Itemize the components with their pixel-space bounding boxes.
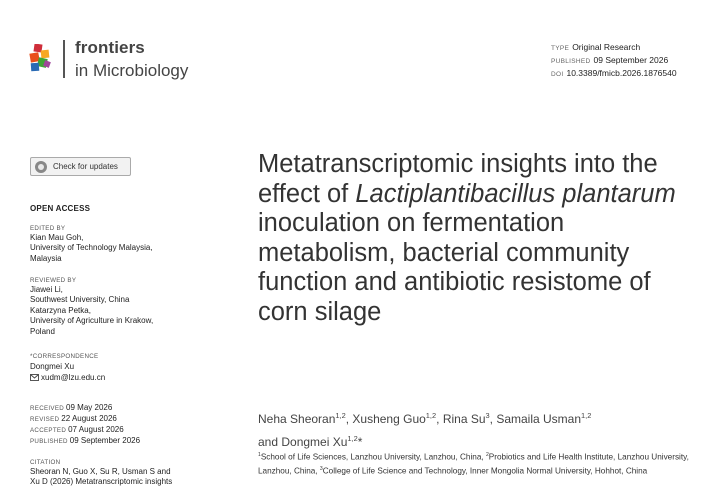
meta-published: PUBLISHED 09 September 2026 (551, 55, 669, 65)
journal-name: in Microbiology (75, 61, 189, 80)
author-name: Neha Sheoran (258, 412, 336, 426)
journal-brand: frontiers (75, 38, 145, 57)
affiliations: $^1$School of Life Sciences, Lanzhou University, Lanzhou, China, $^2$Probiotics and Life Health Institute, Lanzhou University, Lanzhou, China, $^3$College of Life Science and Technology, Inner Mongolia Normal University, Hohhot, China (258, 452, 689, 476)
check-updates-label: Check for updates (53, 162, 118, 171)
reviewed-by-label: REVIEWED BY (30, 277, 77, 284)
date-published: PUBLISHED 09 September 2026 (30, 436, 141, 445)
citation-text: Sheoran N, Guo X, Su R, Usman S and Xu D (2026) Metatranscriptomic insights (30, 467, 173, 487)
meta-type: TYPE Original Research (551, 42, 641, 52)
author-name: Xusheng Guo (352, 412, 426, 426)
frontiers-logo-icon (29, 44, 53, 72)
edited-by: Kian Mau Goh, University of Technology Malaysia, Malaysia (30, 233, 153, 263)
date-accepted: ACCEPTED 07 August 2026 (30, 425, 124, 434)
article-title: Metatranscriptomic insights into the effect of Lactiplantibacillus plantarum inoculation on fermentation metabolism, bacterial community function and antibiotic resistome of corn silage (258, 150, 676, 326)
edited-by-label: EDITED BY (30, 225, 66, 232)
correspondence-email-row[interactable] (30, 373, 105, 383)
species-name: Lactiplantibacillus plantarum (355, 179, 676, 208)
correspondence-email: xudm@lzu.edu.cn (41, 373, 106, 382)
logo-divider (63, 40, 65, 78)
date-received: RECEIVED 09 May 2026 (30, 403, 113, 412)
meta-doi[interactable]: DOI 10.3389/fmicb.2026.1876540 (551, 68, 677, 78)
author-list: Neha Sheoran$^{1,2}$, Xusheng Guo$^{1,2}$, Rina Su$^3$, Samaila Usman$^{1,2}$ and Dongmei Xu$^{1,2}$* (258, 411, 592, 449)
citation-label: CITATION (30, 459, 61, 466)
author-name: Rina Su (442, 412, 486, 426)
author-name: Samaila Usman (496, 412, 582, 426)
update-check-icon (35, 161, 47, 173)
email-icon (30, 374, 39, 381)
reviewed-by: Jiawei Li, Southwest University, China Katarzyna Petka, University of Agriculture in Krakow, Poland (30, 285, 154, 336)
date-revised: REVISED 22 August 2026 (30, 414, 117, 423)
correspondence-name: Dongmei Xu (30, 362, 75, 371)
author-name: and Dongmei Xu (258, 435, 348, 449)
open-access-label: OPEN ACCESS (30, 204, 91, 213)
correspondence-label: *CORRESPONDENCE (30, 353, 99, 360)
check-updates-button[interactable] (30, 157, 131, 176)
